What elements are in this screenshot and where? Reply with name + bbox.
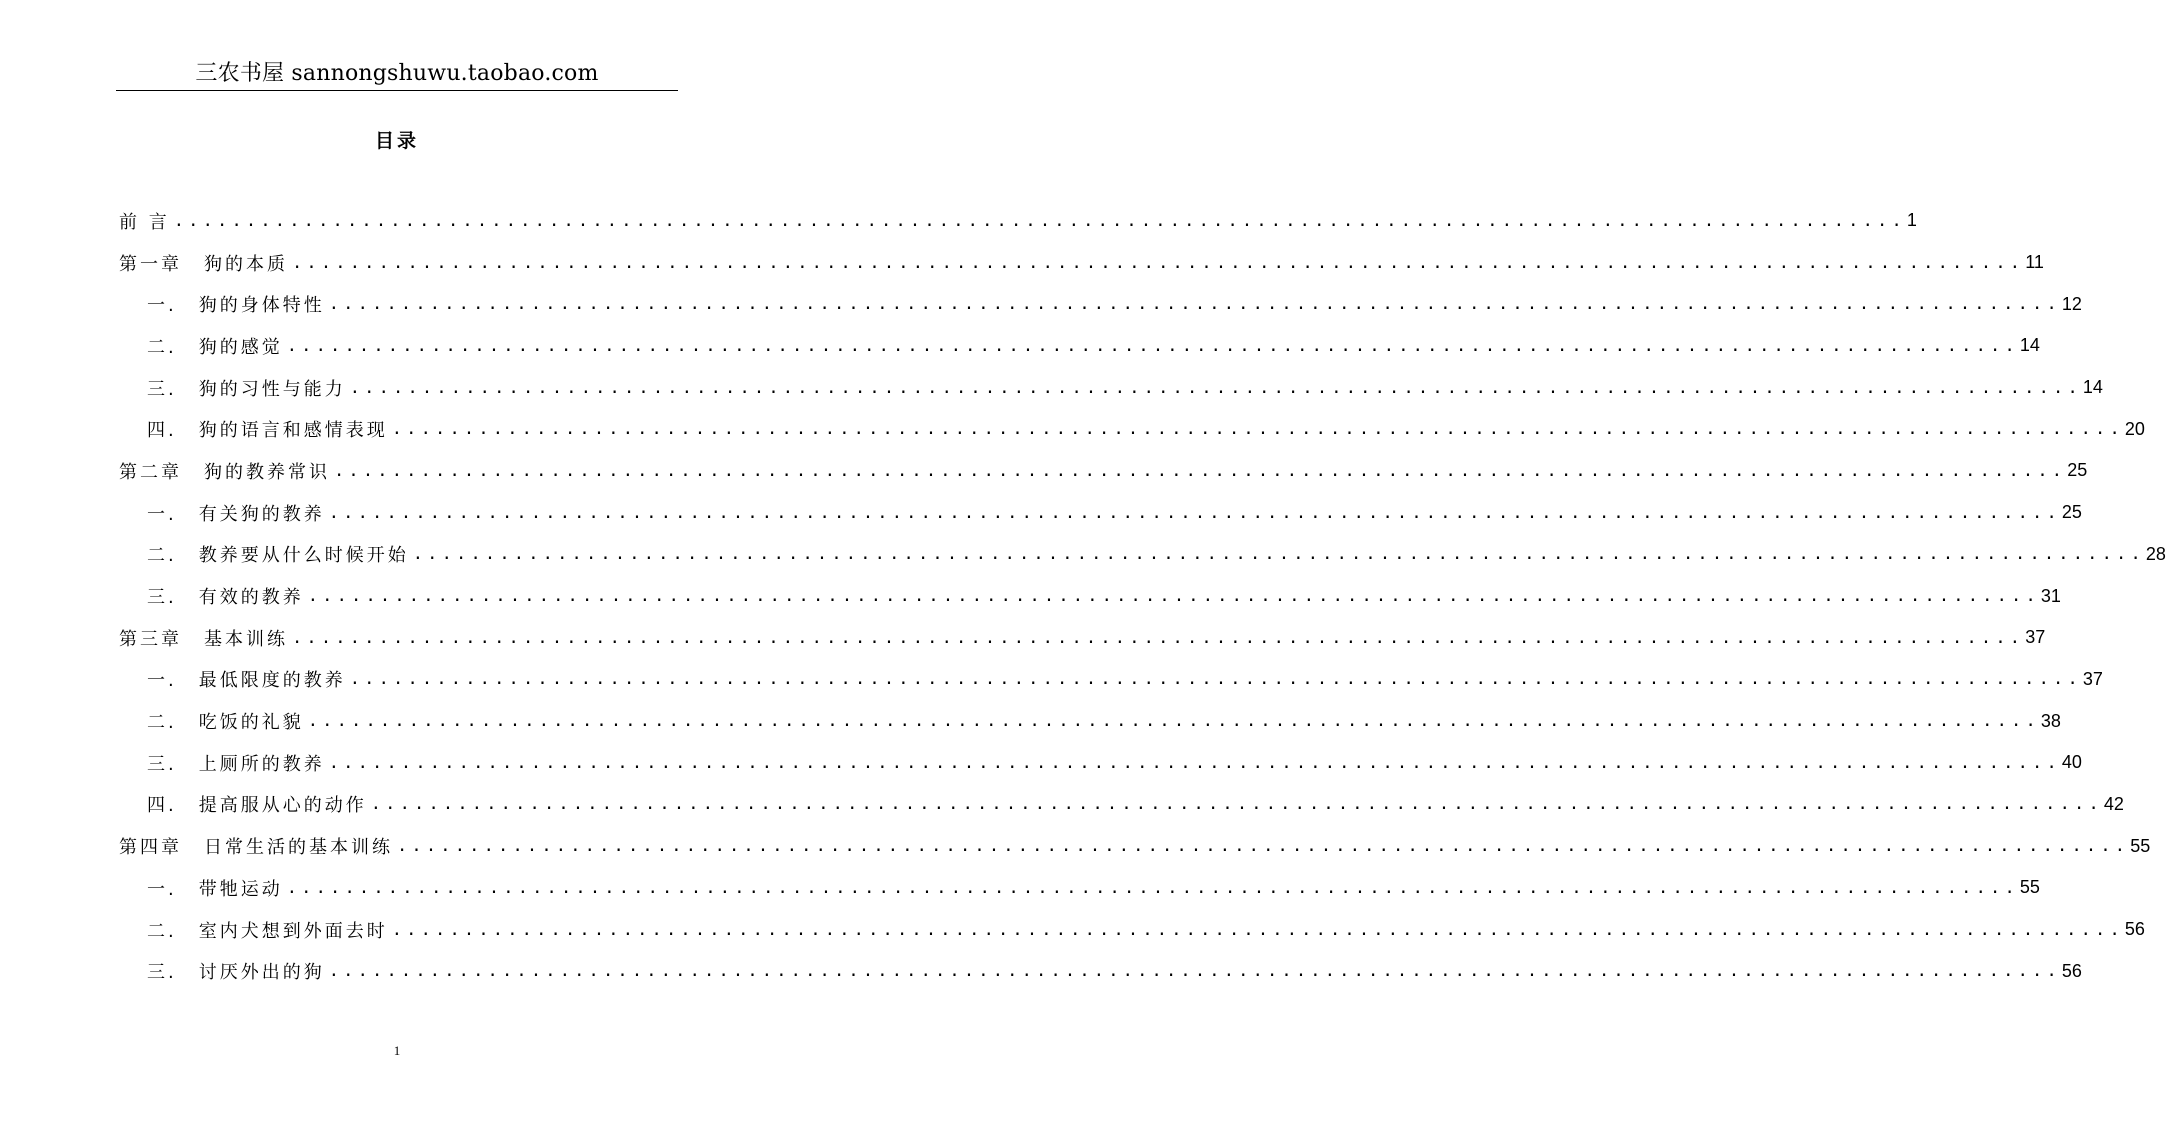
toc-entry-number: 第四章 — [119, 837, 182, 859]
toc-entry-label — [147, 917, 388, 943]
toc-entry-number: 一. — [147, 670, 177, 692]
page-number: 1 — [393, 1043, 401, 1058]
toc-entry-text: 讨厌外出的狗 — [198, 962, 325, 984]
toc-dot-leader: ........................................................................................................................ — [391, 919, 2124, 940]
toc-entry-label — [147, 333, 283, 359]
toc-entry-number: 二. — [147, 545, 177, 567]
toc-entry-label — [147, 875, 283, 901]
toc-entry-page: 25 — [2061, 502, 2082, 523]
toc-entry[interactable] — [119, 325, 2040, 367]
toc-dot-leader: ........................................................................................................................ — [397, 836, 2130, 857]
toc-entry-label — [119, 625, 288, 651]
toc-dot-leader: ........................................................................................................................ — [412, 544, 2145, 565]
toc-entry[interactable] — [119, 450, 2088, 492]
toc-entry[interactable] — [119, 825, 2151, 867]
toc-entry-page: 28 — [2145, 543, 2166, 564]
toc-entry[interactable] — [119, 575, 2061, 617]
toc-entry-label — [119, 208, 170, 234]
toc-entry-text: 吃饭的礼貌 — [198, 712, 304, 734]
toc-entry-page: 40 — [2061, 752, 2082, 773]
toc-entry-label — [147, 375, 346, 401]
header-rule — [116, 90, 678, 91]
toc-dot-leader: ........................................................................................................................ — [328, 294, 2061, 315]
toc-entry-number: 第一章 — [119, 253, 182, 275]
toc-entry[interactable] — [119, 283, 2082, 325]
toc-entry[interactable] — [119, 742, 2082, 784]
toc-entry-text: 狗的本质 — [204, 253, 288, 275]
toc-entry-label — [147, 666, 346, 692]
toc-entry-number: 二. — [147, 336, 177, 358]
toc-entry-page: 1 — [1906, 210, 1917, 231]
toc-entry-number: 三. — [147, 753, 177, 775]
toc-dot-leader: ........................................................................................................................ — [292, 627, 2025, 648]
toc-entry[interactable] — [119, 200, 1917, 242]
toc-entry-page: 56 — [2124, 919, 2145, 940]
toc-entry-number: 二. — [147, 712, 177, 734]
toc-entry[interactable] — [119, 367, 2103, 409]
toc-entry-number: 四. — [147, 420, 177, 442]
toc-entry-page: 25 — [2067, 460, 2088, 481]
toc-dot-leader: ........................................................................................................................ — [292, 252, 2025, 273]
toc-dot-leader: ........................................................................................................................ — [307, 711, 2040, 732]
toc-entry-label — [147, 500, 325, 526]
toc-dot-leader: ........................................................................................................................ — [370, 794, 2103, 815]
toc-entry-text: 带牠运动 — [198, 878, 283, 900]
toc-entry-text: 最低限度的教养 — [198, 670, 346, 692]
table-of-contents — [119, 200, 2166, 992]
toc-entry-text: 日常生活的基本训练 — [204, 837, 393, 859]
toc-entry-page: 37 — [2082, 668, 2103, 689]
toc-title: 目录 — [374, 130, 419, 152]
toc-entry-page: 31 — [2040, 585, 2061, 606]
toc-entry-number: 第二章 — [119, 461, 182, 483]
toc-dot-leader: ........................................................................................................................ — [286, 335, 2019, 356]
toc-entry-number: 一. — [147, 503, 177, 525]
toc-entry-label — [119, 250, 288, 276]
toc-entry-text: 教养要从什么时候开始 — [198, 545, 409, 567]
toc-entry-number: 一. — [147, 878, 177, 900]
toc-entry[interactable] — [119, 492, 2082, 534]
toc-entry-label — [147, 958, 325, 984]
toc-entry-label — [147, 416, 388, 442]
toc-dot-leader: ........................................................................................................................ — [391, 419, 2124, 440]
toc-entry[interactable] — [119, 617, 2046, 659]
toc-dot-leader: ........................................................................................................................ — [173, 210, 1906, 231]
toc-entry-page: 12 — [2061, 293, 2082, 314]
toc-entry[interactable] — [119, 867, 2040, 909]
toc-entry-label — [147, 791, 367, 817]
toc-entry-label — [147, 750, 325, 776]
toc-entry-text: 有关狗的教养 — [198, 503, 325, 525]
toc-entry[interactable] — [119, 534, 2166, 576]
toc-entry[interactable] — [119, 659, 2103, 701]
toc-entry-label — [119, 458, 330, 484]
toc-entry[interactable] — [119, 909, 2145, 951]
toc-entry-number: 第三章 — [119, 628, 182, 650]
toc-dot-leader: ........................................................................................................................ — [349, 377, 2082, 398]
toc-entry-number: 前 言 — [119, 211, 170, 233]
toc-entry-page: 14 — [2019, 335, 2040, 356]
toc-entry-text: 狗的习性与能力 — [198, 378, 346, 400]
toc-entry-number: 三. — [147, 962, 177, 984]
toc-entry-number: 三. — [147, 378, 177, 400]
toc-entry[interactable] — [119, 950, 2082, 992]
toc-entry-text: 室内犬想到外面去时 — [198, 920, 388, 942]
toc-entry-page: 55 — [2019, 877, 2040, 898]
toc-entry[interactable] — [119, 242, 2044, 284]
toc-dot-leader: ........................................................................................................................ — [334, 460, 2067, 481]
toc-entry-number: 四. — [147, 795, 177, 817]
toc-dot-leader: ........................................................................................................................ — [328, 752, 2061, 773]
toc-dot-leader: ........................................................................................................................ — [349, 669, 2082, 690]
toc-entry-page: 42 — [2103, 793, 2124, 814]
toc-entry-number: 一. — [147, 295, 177, 317]
toc-entry-page: 20 — [2124, 418, 2145, 439]
toc-entry-label — [147, 291, 325, 317]
toc-entry-page: 56 — [2061, 960, 2082, 981]
toc-entry-page: 38 — [2040, 710, 2061, 731]
toc-dot-leader: ........................................................................................................................ — [307, 586, 2040, 607]
toc-entry-number: 二. — [147, 920, 177, 942]
toc-dot-leader: ........................................................................................................................ — [286, 877, 2019, 898]
toc-entry-number: 三. — [147, 587, 177, 609]
toc-entry-text: 提高服从心的动作 — [198, 795, 367, 817]
toc-entry[interactable] — [119, 700, 2061, 742]
toc-entry-text: 有效的教养 — [198, 587, 304, 609]
toc-entry-page: 11 — [2025, 252, 2044, 273]
toc-entry-text: 狗的感觉 — [198, 336, 283, 358]
toc-entry-label — [147, 708, 304, 734]
toc-entry-label — [147, 583, 304, 609]
toc-entry-page: 37 — [2025, 627, 2046, 648]
toc-entry-text: 狗的教养常识 — [204, 461, 330, 483]
page-header: 三农书屋 sannongshuwu.taobao.com — [195, 61, 599, 86]
toc-entry-text: 狗的语言和感情表现 — [198, 420, 388, 442]
toc-entry-text: 基本训练 — [204, 628, 288, 650]
toc-dot-leader: ........................................................................................................................ — [328, 502, 2061, 523]
toc-entry-page: 14 — [2082, 377, 2103, 398]
toc-entry-label — [147, 541, 409, 567]
toc-entry-text: 上厕所的教养 — [198, 753, 325, 775]
toc-entry[interactable] — [119, 784, 2124, 826]
toc-dot-leader: ........................................................................................................................ — [328, 961, 2061, 982]
toc-entry[interactable] — [119, 408, 2145, 450]
toc-entry-text: 狗的身体特性 — [198, 295, 325, 317]
toc-entry-label — [119, 833, 393, 859]
toc-entry-page: 55 — [2130, 835, 2151, 856]
